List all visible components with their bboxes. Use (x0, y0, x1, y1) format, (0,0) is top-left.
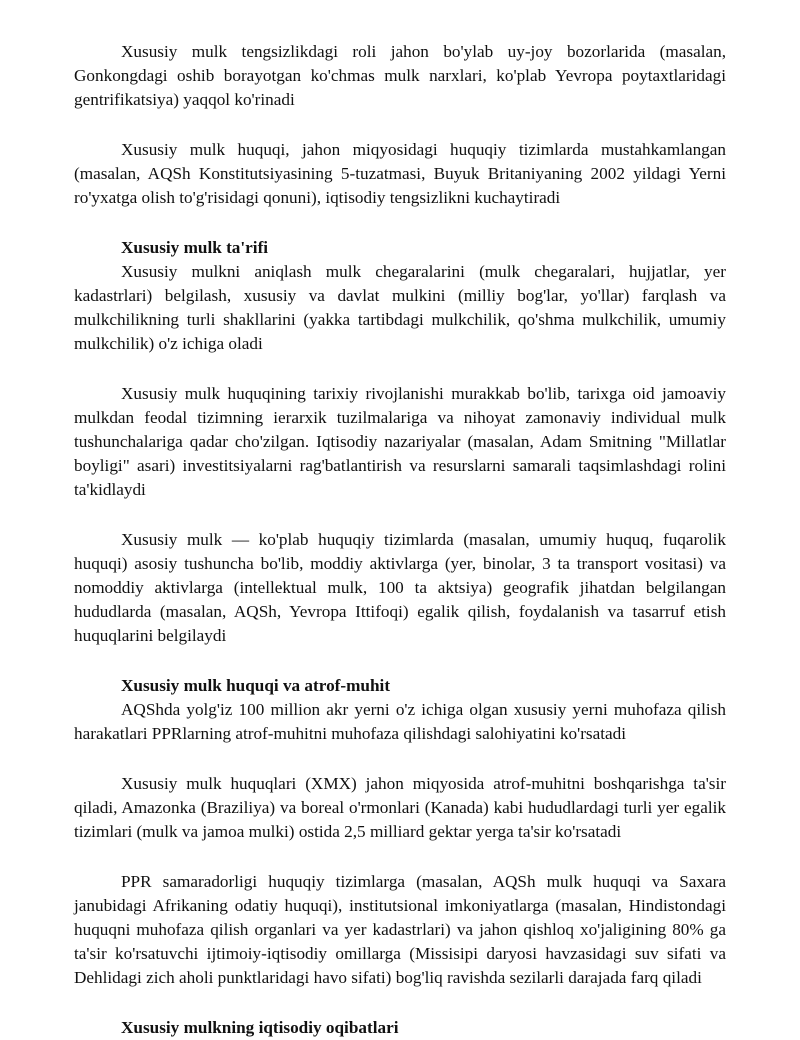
paragraph-historical-development: Xususiy mulk huquqining tarixiy rivojlanishi murakkab bo'lib, tarixga oid jamoaviy mulkdan feodal tizimning ierarxik tuzilmalariga va nihoyat zamonaviy individual mulk tushunchalariga qadar cho'zilgan. Iqtisodiy nazariyalar (masalan, Adam Smitning "Millatlar boyligi" asari) investitsiyalarni rag'batlantirish va resurslarni samarali taqsimlashdagi rolini ta'kidlaydi (74, 384, 726, 499)
section-heading-environment: Xususiy mulk huquqi va atrof-muhit (121, 676, 391, 695)
paragraph-core-concept: Xususiy mulk — ko'plab huquqiy tizimlarda (masalan, umumiy huquq, fuqarolik huquqi) asosiy tushuncha bo'lib, moddiy aktivlarga (yer, binolar, 3 ta transport vositasi) va nomoddiy aktivlarga (intellektual mulk, 100 ta aktsiya) geografik jihatdan belgilangan hududlarda (masalan, AQSh, Yevropa Ittifoqi) egalik qilish, foydalanish va tasarruf etish huquqlarini belgilaydi (74, 530, 726, 645)
paragraph-land-conservation: AQShda yolg'iz 100 million akr yerni o'z ichiga olgan xususiy yerni muhofaza qilish harakatlari PPRlarning atrof-muhitni muhofaza qilishdagi salohiyatini ko'rsatadi (74, 700, 726, 743)
paragraph-housing-markets: Xususiy mulk tengsizlikdagi roli jahon bo'ylab uy-joy bozorlarida (masalan, Gonkongdagi oshib borayotgan ko'chmas mulk narxlari, ko'plab Yevropa poytaxtlaridagi gentrifikatsiya) yaqqol ko'rinadi (74, 42, 726, 109)
section-heading-definition: Xususiy mulk ta'rifi (121, 238, 269, 257)
paragraph-ppr-effectiveness: PPR samaradorligi huquqiy tizimlarga (masalan, AQSh mulk huquqi va Saxara janubidagi Afrikaning odatiy huquqi), institutsional imkoniyatlarga (masalan, Hindistondagi huquqni muhofaza qilish organlari va yer kadastrlari) va jahon qishloq xo'jaligining 80% ga ta'sir ko'rsatuvchi ijtimoiy-iqtisodiy omillarga (Missisipi daryosi havzasidagi suv sifati va Dehlidagi zich aholi punktlaridagi havo sifati) bog'liq ravishda sezilarli darajada farq qiladi (74, 872, 726, 987)
document-page (74, 40, 726, 1040)
paragraph-defining-property: Xususiy mulkni aniqlash mulk chegaralarini (mulk chegaralari, hujjatlar, yer kadastrlari) belgilash, xususiy va davlat mulkini (milliy bog'lar, yo'llar) farqlash va mulkchilikning turli shakllarini (yakka tartibdagi mulkchilik, qo'shma mulkchilik, umumiy mulkchilik) o'z ichiga oladi (74, 262, 726, 353)
paragraph-legal-systems: Xususiy mulk huquqi, jahon miqyosidagi huquqiy tizimlarda mustahkamlangan (masalan, AQSh Konstitutsiyasining 5-tuzatmasi, Buyuk Britaniyaning 2002 yildagi Yerni ro'yxatga olish to'g'risidagi qonuni), iqtisodiy tengsizlikni kuchaytiradi (74, 140, 726, 207)
section-heading-economic-consequences: Xususiy mulkning iqtisodiy oqibatlari (121, 1018, 399, 1037)
paragraph-global-influence: Xususiy mulk huquqlari (XMX) jahon miqyosida atrof-muhitni boshqarishga ta'sir qiladi, Amazonka (Braziliya) va boreal o'rmonlari (Kanada) kabi hududlardagi turli yer egalik tizimlari (mulk va jamoa mulki) ostida 2,5 milliard gektar yerga ta'sir ko'rsatadi (74, 774, 726, 841)
